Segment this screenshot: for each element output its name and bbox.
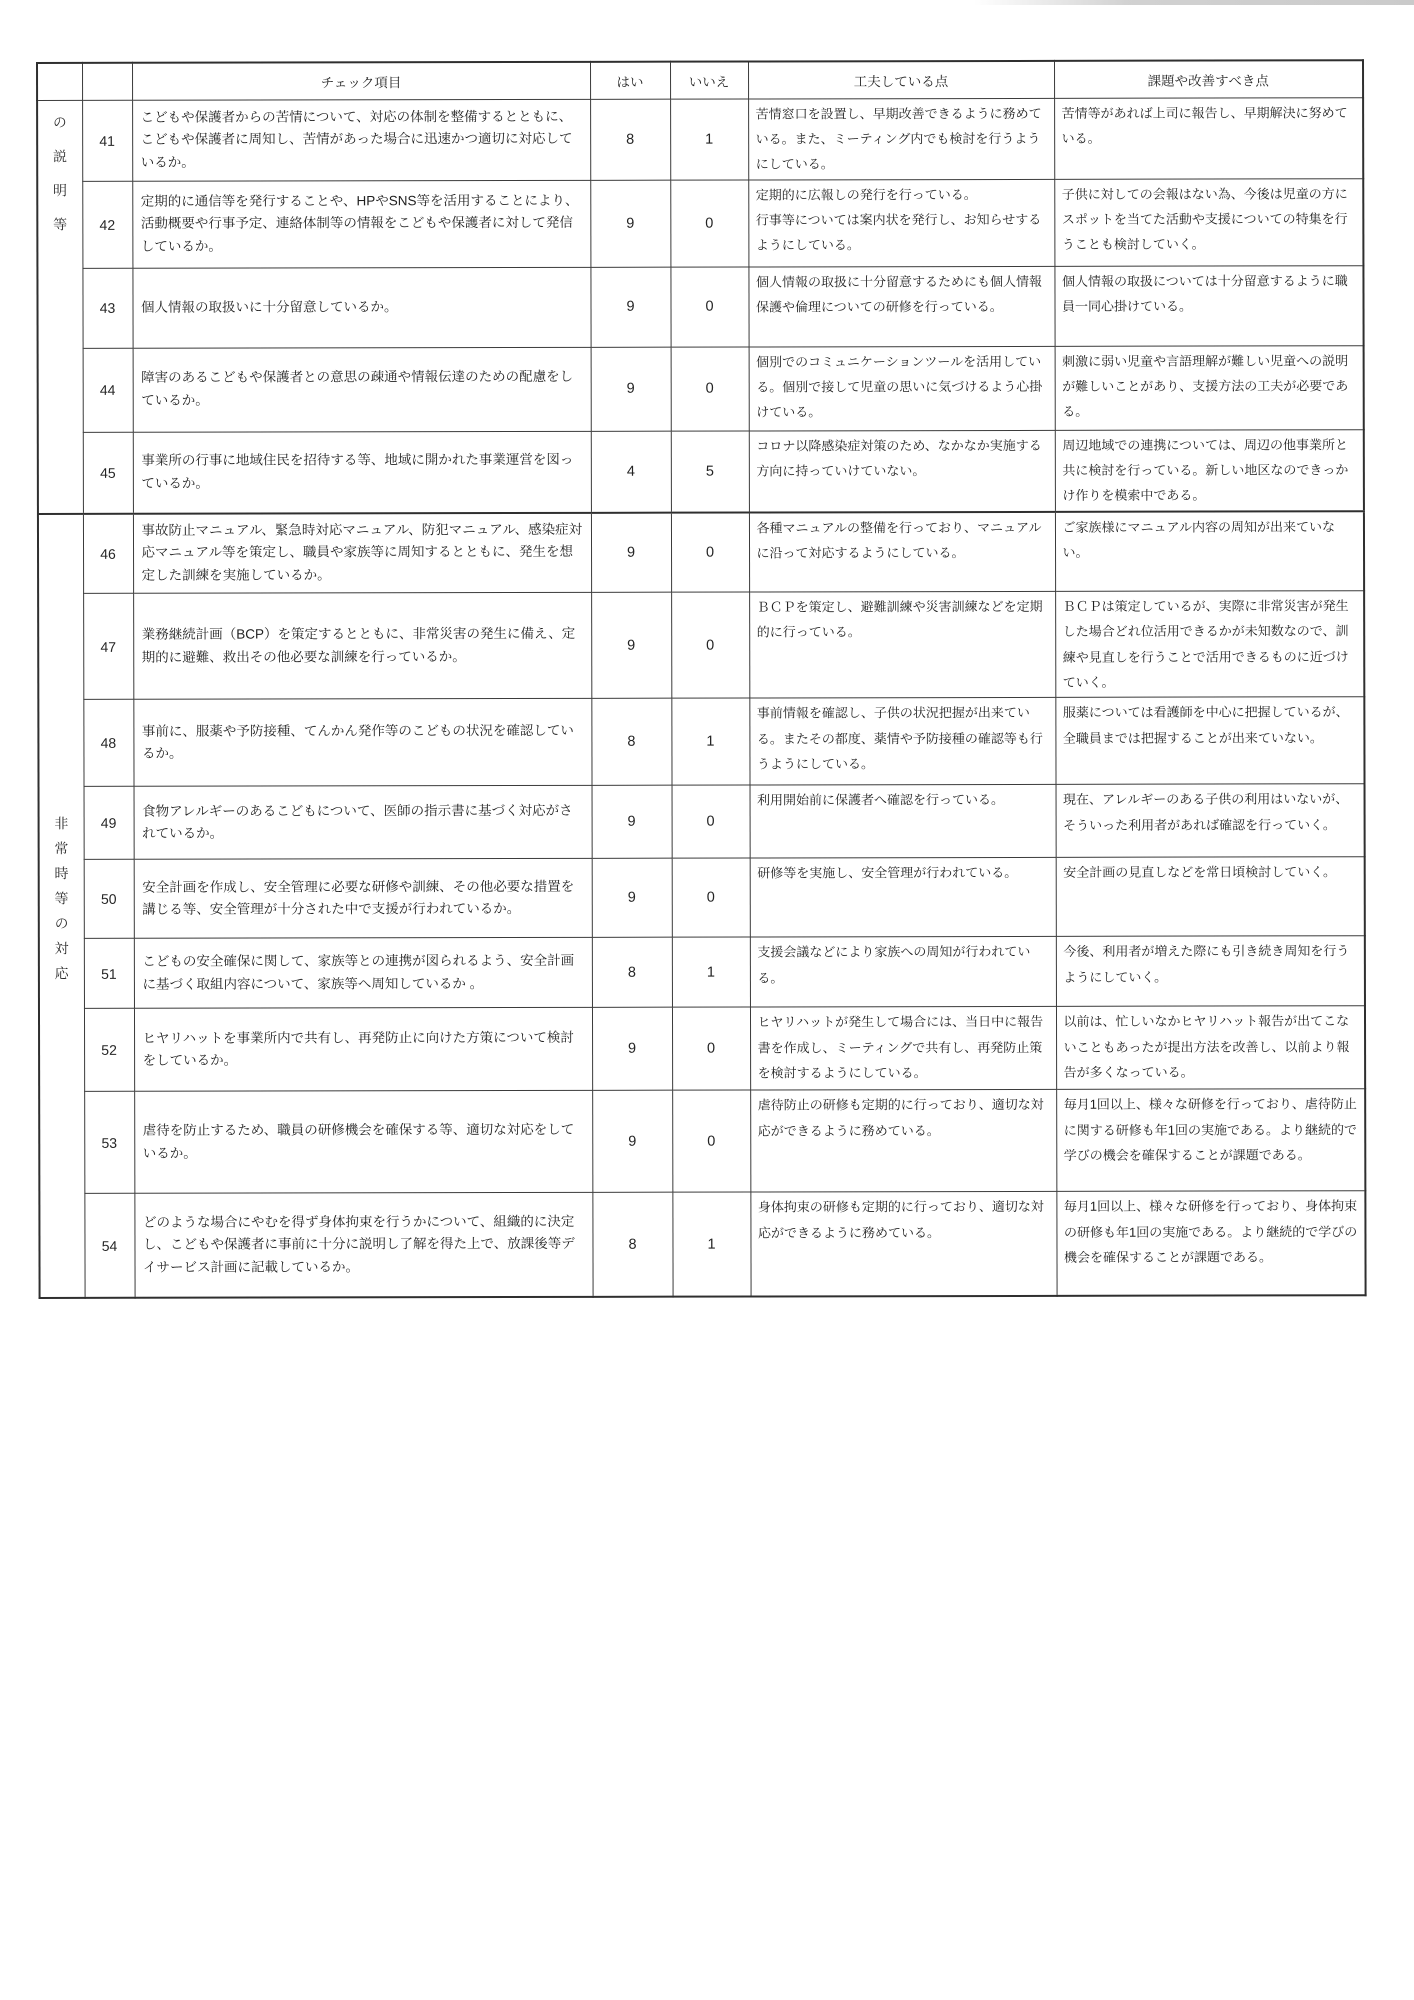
table-row — [39, 1006, 1365, 1092]
row-43-item: 個人情報の取扱いに十分留意しているか。 — [132, 267, 590, 348]
row-50-issue: 安全計画の見直しなどを常日頃検討していく。 — [1056, 857, 1365, 937]
row-45-device: コロナ以降感染症対策のため、なかなか実施する方向に持っていけていない。 — [749, 430, 1055, 512]
row-54-yes-count: 8 — [592, 1193, 672, 1297]
row-46-item: 事故防止マニュアル、緊急時対応マニュアル、防犯マニュアル、感染症対応マニュアル等を策定し、職員や家族等に周知するとともに、発生を想定した訓練を実施しているか。 — [133, 512, 591, 593]
row-53-device: 虐待防止の研修も定期的に行っており、適切な対応ができるように務めている。 — [750, 1090, 1056, 1193]
row-43-issue: 個人情報の取扱については十分留意するように職員一同心掛けている。 — [1054, 265, 1363, 346]
row-53-number: 53 — [84, 1092, 134, 1194]
row-52-yes-count: 9 — [592, 1008, 672, 1091]
row-49-device: 利用開始前に保護者へ確認を行っている。 — [750, 785, 1056, 859]
row-49-number: 49 — [84, 787, 134, 860]
row-51-number: 51 — [84, 939, 134, 1009]
row-50-item: 安全計画を作成し、安全管理に必要な研修や訓練、その他必要な措置を講じる等、安全管理が十分された中で支援が行われているか。 — [134, 859, 592, 939]
row-46-no-count: 0 — [671, 512, 749, 592]
row-49-item: 食物アレルギーのあるこどもについて、医師の指示書に基づく対応がされているか。 — [134, 786, 592, 860]
row-53-issue: 毎月1回以上、様々な研修を行っており、虐待防止に関する研修も年1回の実施である。より継続的で学びの機会を確保することが課題である。 — [1056, 1089, 1365, 1192]
row-42-no-count: 0 — [670, 180, 748, 267]
row-43-device: 個人情報の取扱に十分留意するためにも個人情報保護や倫理についての研修を行っている。 — [748, 266, 1054, 347]
row-47-device: ＢＣＰを策定し、避難訓練や災害訓練などを定期的に行っている。 — [749, 591, 1055, 698]
header-row — [37, 60, 1363, 100]
row-41-no-count: 1 — [670, 99, 748, 180]
row-45-issue: 周辺地域での連携については、周辺の他事業所と共に検討を行っている。新しい地区なのできっかけ作りを模索中である。 — [1055, 429, 1364, 511]
header-yes: はい — [590, 62, 670, 99]
table-row — [38, 591, 1364, 700]
table-row — [38, 697, 1364, 787]
row-44-yes-count: 9 — [591, 347, 671, 431]
row-44-no-count: 0 — [671, 347, 749, 431]
header-number-empty — [82, 63, 132, 100]
category-hijoji-text: 非常時等の対応 — [53, 815, 70, 991]
row-47-yes-count: 9 — [591, 592, 671, 699]
row-45-number: 45 — [83, 432, 133, 514]
row-47-item: 業務継続計画（BCP）を策定するとともに、非常災害の発生に備え、定期的に避難、救出その他必要な訓練を行っているか。 — [133, 592, 591, 699]
table-row — [38, 511, 1364, 594]
row-46-issue: ご家族様にマニュアル内容の周知が出来ていない。 — [1055, 511, 1364, 592]
row-51-issue: 今後、利用者が増えた際にも引き続き周知を行うようにしていく。 — [1056, 936, 1365, 1007]
row-41-issue: 苦情等があれば上司に報告し、早期解決に努めている。 — [1054, 97, 1363, 179]
header-check-item: チェック項目 — [132, 62, 590, 100]
row-51-device: 支援会議などにより家族への周知が行われている。 — [750, 937, 1056, 1008]
table-row — [39, 936, 1365, 1009]
table-row — [38, 429, 1364, 513]
category-setsumei-text: の説明等 — [51, 114, 69, 251]
row-43-number: 43 — [82, 268, 132, 348]
row-45-no-count: 5 — [671, 431, 749, 513]
row-52-number: 52 — [84, 1009, 134, 1092]
row-42-yes-count: 9 — [590, 180, 670, 267]
row-50-yes-count: 9 — [592, 859, 672, 938]
category-label-setsumei — [37, 100, 83, 514]
row-53-no-count: 0 — [672, 1090, 750, 1192]
row-47-number: 47 — [83, 593, 133, 699]
row-48-issue: 服薬については看護師を中心に把握しているが、全職員までは把握することが出来ていない。 — [1055, 697, 1364, 785]
row-49-issue: 現在、アレルギーのある子供の利用はいないが、そういった利用者があれば確認を行っていく。 — [1056, 784, 1365, 858]
row-45-item: 事業所の行事に地域住民を招待する等、地域に開かれた事業運営を図っているか。 — [133, 431, 591, 513]
row-51-no-count: 1 — [672, 937, 750, 1007]
row-54-no-count: 1 — [672, 1192, 750, 1296]
row-41-yes-count: 8 — [590, 99, 670, 180]
row-54-item: どのような場合にやむを得ず身体拘束を行うかについて、組織的に決定し、こどもや保護者に事前に十分に説明し了解を得た上で、放課後等デイサービス計画に記載しているか。 — [134, 1193, 592, 1298]
header-category-empty — [37, 63, 82, 100]
row-44-device: 個別でのコミュニケーションツールを活用している。個別で接して児童の思いに気づけるよう心掛けている。 — [749, 346, 1055, 431]
row-42-number: 42 — [82, 181, 132, 268]
row-48-device: 事前情報を確認し、子供の状況把握が出来ている。またその都度、薬情や予防接種の確認等も行うようにしている。 — [749, 698, 1055, 786]
header-device: 工夫している点 — [748, 61, 1054, 99]
row-48-item: 事前に、服薬や予防接種、てんかん発作等のこどもの状況を確認しているか。 — [133, 699, 591, 787]
row-44-issue: 刺激に弱い児童や言語理解が難しい児童への説明が難しいことがあり、支援方法の工夫が必要である。 — [1055, 345, 1364, 430]
row-52-item: ヒヤリハットを事業所内で共有し、再発防止に向けた方策について検討をしているか。 — [134, 1008, 592, 1092]
row-49-yes-count: 9 — [592, 786, 672, 859]
row-46-number: 46 — [83, 513, 133, 593]
evaluation-table — [36, 59, 1367, 1299]
row-45-yes-count: 4 — [591, 431, 671, 513]
row-47-no-count: 0 — [671, 592, 749, 699]
row-49-no-count: 0 — [672, 785, 750, 858]
header-issue: 課題や改善すべき点 — [1054, 60, 1363, 98]
row-52-issue: 以前は、忙しいなかヒヤリハット報告が出てこないこともあったが提出方法を改善し、以前より報告が多くなっている。 — [1056, 1006, 1365, 1090]
row-50-no-count: 0 — [672, 858, 750, 937]
row-54-number: 54 — [84, 1194, 134, 1298]
row-42-issue: 子供に対しての会報はない為、今後は児童の方にスポットを当てた活動や支援についての特集を行うことも検討していく。 — [1054, 178, 1363, 266]
row-46-yes-count: 9 — [591, 512, 671, 592]
table-row — [37, 97, 1363, 181]
row-48-no-count: 1 — [671, 698, 749, 785]
row-48-yes-count: 8 — [591, 699, 671, 786]
row-53-item: 虐待を防止するため、職員の研修機会を確保する等、適切な対応をしているか。 — [134, 1091, 592, 1194]
table-row — [39, 1191, 1365, 1298]
table-row — [37, 265, 1363, 348]
row-54-issue: 毎月1回以上、様々な研修を行っており、身体拘束の研修も年1回の実施である。より継続的で学びの機会を確保することが課題である。 — [1056, 1191, 1365, 1296]
header-no: いいえ — [670, 62, 748, 99]
row-50-device: 研修等を実施し、安全管理が行われている。 — [750, 858, 1056, 938]
row-51-yes-count: 8 — [592, 938, 672, 1008]
row-44-number: 44 — [83, 348, 133, 432]
row-41-device: 苦情窓口を設置し、早期改善できるように務めている。また、ミーティング内でも検討を行うようにしている。 — [748, 98, 1054, 180]
row-47-issue: ＢＣＰは策定しているが、実際に非常災害が発生した場合どれ位活用できるかが未知数なので、訓練や見直しを行うことで活用できるものに近づけていく。 — [1055, 591, 1364, 698]
row-43-yes-count: 9 — [590, 267, 670, 347]
table-row — [38, 345, 1364, 432]
table-row — [37, 178, 1363, 268]
row-51-item: こどもの安全確保に関して、家族等との連携が図られるよう、安全計画に基づく取組内容について、家族等へ周知しているか 。 — [134, 938, 592, 1009]
row-48-number: 48 — [83, 700, 133, 787]
category-label-hijoji — [38, 513, 85, 1297]
row-43-no-count: 0 — [670, 267, 748, 347]
row-46-device: 各種マニュアルの整備を行っており、マニュアルに沿って対応するようにしている。 — [749, 511, 1055, 592]
row-41-item: こどもや保護者からの苦情について、対応の体制を整備するとともに、こどもや保護者に周知し、苦情があった場合に迅速かつ適切に対応しているか。 — [132, 99, 590, 181]
row-52-device: ヒヤリハットが発生して場合には、当日中に報告書を作成し、ミーティングで共有し、再発防止策を検討するようにしている。 — [750, 1007, 1056, 1091]
row-52-no-count: 0 — [672, 1007, 750, 1090]
row-50-number: 50 — [84, 860, 134, 939]
row-42-item: 定期的に通信等を発行することや、HPやSNS等を活用することにより、活動概要や行事予定、連絡体制等の情報をこどもや保護者に対して発信しているか。 — [132, 180, 590, 268]
table-row — [39, 784, 1365, 860]
table-row — [39, 857, 1365, 939]
table-row — [39, 1089, 1365, 1194]
row-44-item: 障害のあるこどもや保護者との意思の疎通や情報伝達のための配慮をしているか。 — [133, 347, 591, 432]
row-53-yes-count: 9 — [592, 1091, 672, 1193]
row-41-number: 41 — [82, 100, 132, 181]
row-54-device: 身体拘束の研修も定期的に行っており、適切な対応ができるように務めている。 — [750, 1192, 1056, 1297]
scan-artifact-line — [974, 0, 1414, 5]
row-42-device: 定期的に広報しの発行を行っている。 行事等については案内状を発行し、お知らせするようにしている。 — [748, 179, 1054, 267]
